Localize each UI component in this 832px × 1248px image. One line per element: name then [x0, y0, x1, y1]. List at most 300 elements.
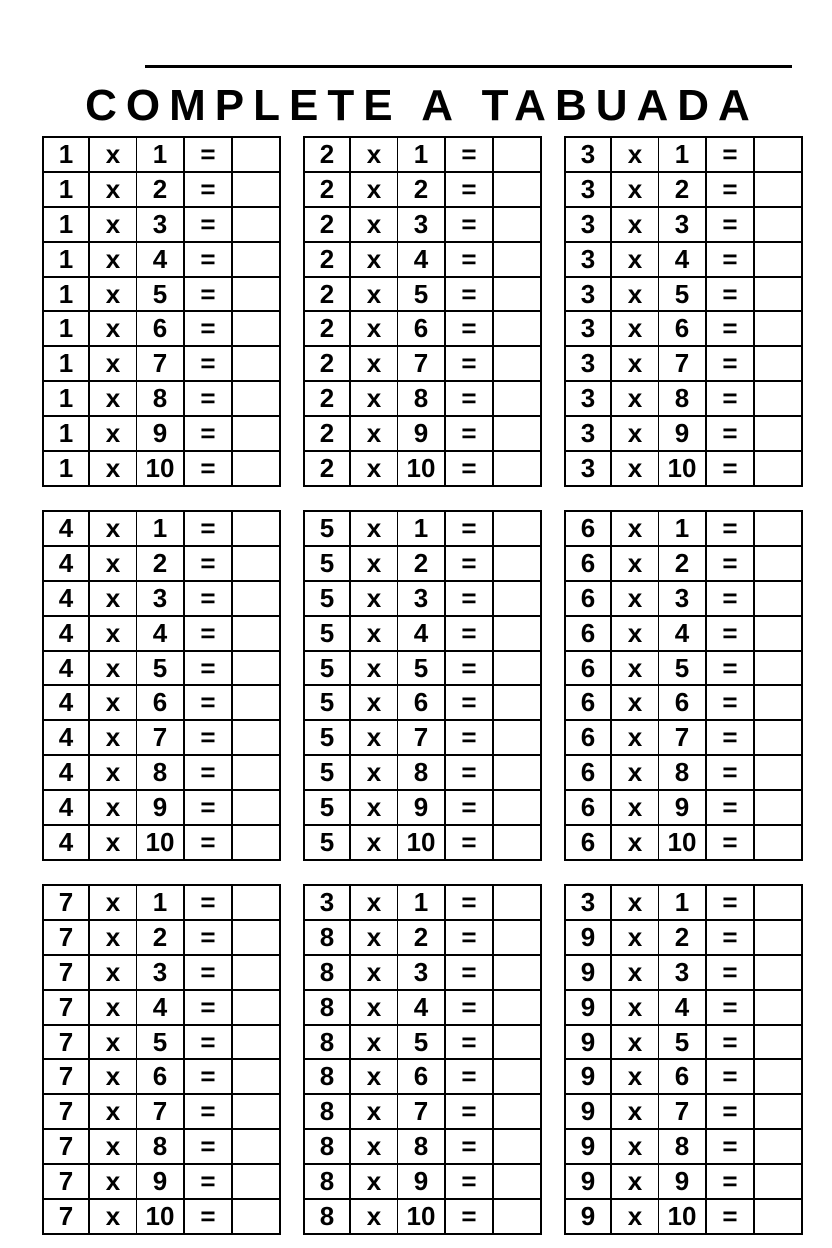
- table-row: [304, 1199, 541, 1234]
- answer-cell[interactable]: [232, 685, 280, 720]
- table-row: [565, 825, 802, 860]
- times-sign-cell: x: [89, 920, 137, 955]
- times-sign-cell: x: [350, 242, 398, 277]
- equals-sign-cell: =: [184, 581, 232, 616]
- table-block-9: [564, 884, 803, 1235]
- answer-cell[interactable]: [754, 311, 802, 346]
- table-row: [304, 137, 541, 172]
- multiplicand-cell: 7: [43, 1059, 89, 1094]
- multiplicand-cell: 5: [304, 511, 350, 546]
- times-sign-cell: x: [350, 825, 398, 860]
- table-row: [565, 616, 802, 651]
- multiplicand-cell: 2: [304, 346, 350, 381]
- answer-cell[interactable]: [232, 277, 280, 312]
- times-sign-cell: x: [89, 616, 137, 651]
- answer-cell[interactable]: [754, 955, 802, 990]
- table-row: [565, 1059, 802, 1094]
- multiplicand-cell: 7: [43, 920, 89, 955]
- answer-cell[interactable]: [754, 1059, 802, 1094]
- answer-cell[interactable]: [754, 651, 802, 686]
- answer-cell[interactable]: [232, 990, 280, 1025]
- multiplicand-cell: 4: [43, 825, 89, 860]
- equals-sign-cell: =: [445, 790, 493, 825]
- equals-sign-cell: =: [184, 381, 232, 416]
- multiplicand-cell: 2: [304, 416, 350, 451]
- equals-sign-cell: =: [706, 416, 754, 451]
- answer-cell[interactable]: [754, 277, 802, 312]
- answer-cell[interactable]: [754, 1164, 802, 1199]
- multiplicand-cell: 1: [43, 172, 89, 207]
- table-row: [43, 172, 280, 207]
- multiplier-cell: 8: [137, 1129, 185, 1164]
- table-row: [43, 885, 280, 920]
- equals-sign-cell: =: [184, 416, 232, 451]
- equals-sign-cell: =: [445, 1164, 493, 1199]
- times-sign-cell: x: [611, 1164, 659, 1199]
- equals-sign-cell: =: [445, 137, 493, 172]
- multiplier-cell: 9: [137, 790, 185, 825]
- answer-cell[interactable]: [232, 920, 280, 955]
- times-sign-cell: x: [611, 955, 659, 990]
- answer-cell[interactable]: [754, 825, 802, 860]
- multiplier-cell: 5: [398, 1025, 446, 1060]
- times-sign-cell: x: [89, 685, 137, 720]
- answer-cell[interactable]: [232, 1059, 280, 1094]
- answer-cell[interactable]: [232, 416, 280, 451]
- equals-sign-cell: =: [184, 651, 232, 686]
- equals-sign-cell: =: [445, 346, 493, 381]
- table-row: [304, 885, 541, 920]
- multiplicand-cell: 8: [304, 1199, 350, 1234]
- answer-cell[interactable]: [232, 1025, 280, 1060]
- answer-cell[interactable]: [754, 207, 802, 242]
- equals-sign-cell: =: [184, 1025, 232, 1060]
- answer-cell[interactable]: [493, 755, 541, 790]
- equals-sign-cell: =: [706, 511, 754, 546]
- name-line: [145, 65, 792, 68]
- times-sign-cell: x: [350, 651, 398, 686]
- table-row: [43, 546, 280, 581]
- equals-sign-cell: =: [445, 242, 493, 277]
- multiplicand-cell: 6: [565, 546, 611, 581]
- table-row: [304, 1025, 541, 1060]
- answer-cell[interactable]: [754, 346, 802, 381]
- answer-cell[interactable]: [754, 137, 802, 172]
- answer-cell[interactable]: [493, 990, 541, 1025]
- times-sign-cell: x: [350, 720, 398, 755]
- multiplier-cell: 5: [398, 277, 446, 312]
- multiplier-cell: 4: [137, 616, 185, 651]
- answer-cell[interactable]: [754, 511, 802, 546]
- answer-cell[interactable]: [493, 885, 541, 920]
- multiplicand-cell: 2: [304, 311, 350, 346]
- table-row: [565, 311, 802, 346]
- equals-sign-cell: =: [706, 885, 754, 920]
- answer-cell[interactable]: [754, 242, 802, 277]
- equals-sign-cell: =: [706, 207, 754, 242]
- table-row: [304, 1094, 541, 1129]
- multiplier-cell: 8: [398, 381, 446, 416]
- answer-cell[interactable]: [493, 616, 541, 651]
- times-sign-cell: x: [611, 451, 659, 486]
- times-sign-cell: x: [350, 451, 398, 486]
- equals-sign-cell: =: [184, 172, 232, 207]
- equals-sign-cell: =: [445, 955, 493, 990]
- answer-cell[interactable]: [232, 790, 280, 825]
- answer-cell[interactable]: [232, 381, 280, 416]
- multiplier-cell: 2: [398, 546, 446, 581]
- answer-cell[interactable]: [232, 1199, 280, 1234]
- answer-cell[interactable]: [232, 207, 280, 242]
- equals-sign-cell: =: [184, 885, 232, 920]
- multiplicand-cell: 4: [43, 651, 89, 686]
- equals-sign-cell: =: [706, 685, 754, 720]
- answer-cell[interactable]: [754, 790, 802, 825]
- answer-cell[interactable]: [754, 1199, 802, 1234]
- answer-cell[interactable]: [493, 720, 541, 755]
- table-row: [43, 207, 280, 242]
- times-sign-cell: x: [89, 546, 137, 581]
- equals-sign-cell: =: [184, 311, 232, 346]
- answer-cell[interactable]: [754, 1129, 802, 1164]
- equals-sign-cell: =: [445, 990, 493, 1025]
- equals-sign-cell: =: [184, 137, 232, 172]
- answer-cell[interactable]: [232, 1164, 280, 1199]
- multiplicand-cell: 1: [43, 346, 89, 381]
- table-row: [565, 955, 802, 990]
- times-sign-cell: x: [611, 172, 659, 207]
- table-row: [304, 1164, 541, 1199]
- multiplicand-cell: 6: [565, 581, 611, 616]
- multiplier-cell: 5: [659, 277, 707, 312]
- answer-cell[interactable]: [232, 581, 280, 616]
- table-row: [565, 511, 802, 546]
- multiplier-cell: 5: [398, 651, 446, 686]
- answer-cell[interactable]: [232, 346, 280, 381]
- multiplicand-cell: 9: [565, 1199, 611, 1234]
- answer-cell[interactable]: [754, 451, 802, 486]
- multiplier-cell: 4: [398, 242, 446, 277]
- table-row: [43, 511, 280, 546]
- times-sign-cell: x: [350, 616, 398, 651]
- times-sign-cell: x: [611, 207, 659, 242]
- answer-cell[interactable]: [493, 381, 541, 416]
- times-sign-cell: x: [611, 990, 659, 1025]
- equals-sign-cell: =: [184, 242, 232, 277]
- answer-cell[interactable]: [232, 511, 280, 546]
- multiplier-cell: 9: [659, 416, 707, 451]
- equals-sign-cell: =: [706, 277, 754, 312]
- times-sign-cell: x: [350, 416, 398, 451]
- multiplier-cell: 3: [659, 207, 707, 242]
- equals-sign-cell: =: [184, 546, 232, 581]
- multiplicand-cell: 4: [43, 581, 89, 616]
- multiplicand-cell: 8: [304, 1094, 350, 1129]
- multiplier-cell: 10: [398, 451, 446, 486]
- times-sign-cell: x: [611, 651, 659, 686]
- times-sign-cell: x: [350, 1129, 398, 1164]
- table-row: [304, 1129, 541, 1164]
- table-row: [304, 685, 541, 720]
- answer-cell[interactable]: [493, 137, 541, 172]
- table-block-3: [564, 136, 803, 487]
- answer-cell[interactable]: [232, 311, 280, 346]
- table-row: [304, 416, 541, 451]
- multiplier-cell: 9: [659, 1164, 707, 1199]
- times-sign-cell: x: [89, 346, 137, 381]
- times-sign-cell: x: [611, 277, 659, 312]
- answer-cell[interactable]: [493, 546, 541, 581]
- table-row: [565, 1025, 802, 1060]
- answer-cell[interactable]: [232, 451, 280, 486]
- multiplier-cell: 4: [137, 242, 185, 277]
- equals-sign-cell: =: [445, 1094, 493, 1129]
- answer-cell[interactable]: [232, 825, 280, 860]
- answer-cell[interactable]: [493, 1164, 541, 1199]
- equals-sign-cell: =: [706, 755, 754, 790]
- answer-cell[interactable]: [493, 416, 541, 451]
- answer-cell[interactable]: [232, 885, 280, 920]
- times-sign-cell: x: [89, 451, 137, 486]
- table-row: [304, 990, 541, 1025]
- answer-cell[interactable]: [493, 1059, 541, 1094]
- answer-cell[interactable]: [493, 581, 541, 616]
- answer-cell[interactable]: [232, 1094, 280, 1129]
- times-sign-cell: x: [611, 790, 659, 825]
- times-sign-cell: x: [350, 990, 398, 1025]
- answer-cell[interactable]: [754, 755, 802, 790]
- table-row: [565, 1164, 802, 1199]
- times-sign-cell: x: [611, 825, 659, 860]
- answer-cell[interactable]: [493, 651, 541, 686]
- answer-cell[interactable]: [493, 346, 541, 381]
- answer-cell[interactable]: [232, 755, 280, 790]
- table-row: [43, 720, 280, 755]
- table-row: [43, 1199, 280, 1234]
- times-sign-cell: x: [89, 207, 137, 242]
- times-sign-cell: x: [89, 1025, 137, 1060]
- table-row: [565, 207, 802, 242]
- multiplier-cell: 1: [659, 137, 707, 172]
- answer-cell[interactable]: [754, 720, 802, 755]
- table-row: [304, 720, 541, 755]
- equals-sign-cell: =: [184, 1094, 232, 1129]
- multiplier-cell: 10: [137, 1199, 185, 1234]
- answer-cell[interactable]: [232, 651, 280, 686]
- answer-cell[interactable]: [493, 451, 541, 486]
- answer-cell[interactable]: [754, 920, 802, 955]
- multiplicand-cell: 2: [304, 451, 350, 486]
- times-sign-cell: x: [89, 651, 137, 686]
- table-row: [565, 581, 802, 616]
- multiplicand-cell: 1: [43, 451, 89, 486]
- answer-cell[interactable]: [493, 511, 541, 546]
- multiplicand-cell: 3: [565, 172, 611, 207]
- answer-cell[interactable]: [754, 1094, 802, 1129]
- answer-cell[interactable]: [493, 825, 541, 860]
- table-row: [304, 581, 541, 616]
- answer-cell[interactable]: [754, 546, 802, 581]
- equals-sign-cell: =: [445, 1025, 493, 1060]
- multiplier-cell: 7: [659, 346, 707, 381]
- times-sign-cell: x: [611, 346, 659, 381]
- multiplicand-cell: 1: [43, 416, 89, 451]
- times-sign-cell: x: [89, 990, 137, 1025]
- answer-cell[interactable]: [754, 685, 802, 720]
- equals-sign-cell: =: [445, 1059, 493, 1094]
- multiplicand-cell: 9: [565, 920, 611, 955]
- answer-cell[interactable]: [232, 137, 280, 172]
- equals-sign-cell: =: [445, 511, 493, 546]
- answer-cell[interactable]: [754, 381, 802, 416]
- answer-cell[interactable]: [493, 790, 541, 825]
- multiplicand-cell: 5: [304, 581, 350, 616]
- times-sign-cell: x: [611, 920, 659, 955]
- multiplicand-cell: 3: [565, 311, 611, 346]
- times-sign-cell: x: [350, 1164, 398, 1199]
- multiplicand-cell: 1: [43, 277, 89, 312]
- multiplier-cell: 2: [137, 920, 185, 955]
- multiplicand-cell: 3: [565, 137, 611, 172]
- answer-cell[interactable]: [754, 885, 802, 920]
- multiplicand-cell: 7: [43, 1199, 89, 1234]
- multiplier-cell: 8: [137, 381, 185, 416]
- multiplier-cell: 10: [659, 1199, 707, 1234]
- table-row: [43, 990, 280, 1025]
- table-row: [43, 416, 280, 451]
- multiplier-cell: 9: [398, 1164, 446, 1199]
- table-row: [43, 755, 280, 790]
- multiplier-cell: 9: [659, 790, 707, 825]
- answer-cell[interactable]: [232, 955, 280, 990]
- times-sign-cell: x: [611, 581, 659, 616]
- multiplier-cell: 5: [137, 651, 185, 686]
- equals-sign-cell: =: [706, 955, 754, 990]
- multiplicand-cell: 6: [565, 616, 611, 651]
- table-row: [304, 277, 541, 312]
- answer-cell[interactable]: [754, 416, 802, 451]
- equals-sign-cell: =: [184, 616, 232, 651]
- times-sign-cell: x: [611, 685, 659, 720]
- multiplier-cell: 7: [137, 720, 185, 755]
- table-row: [304, 546, 541, 581]
- multiplicand-cell: 1: [43, 381, 89, 416]
- multiplier-cell: 10: [137, 451, 185, 486]
- multiplicand-cell: 6: [565, 651, 611, 686]
- equals-sign-cell: =: [184, 825, 232, 860]
- equals-sign-cell: =: [706, 311, 754, 346]
- answer-cell[interactable]: [232, 616, 280, 651]
- multiplier-cell: 8: [398, 1129, 446, 1164]
- equals-sign-cell: =: [706, 1129, 754, 1164]
- multiplicand-cell: 5: [304, 755, 350, 790]
- table-row: [565, 242, 802, 277]
- answer-cell[interactable]: [232, 720, 280, 755]
- multiplicand-cell: 6: [565, 755, 611, 790]
- equals-sign-cell: =: [445, 1199, 493, 1234]
- answer-cell[interactable]: [493, 242, 541, 277]
- answer-cell[interactable]: [754, 990, 802, 1025]
- answer-cell[interactable]: [493, 685, 541, 720]
- table-row: [565, 346, 802, 381]
- answer-cell[interactable]: [232, 172, 280, 207]
- multiplicand-cell: 8: [304, 1059, 350, 1094]
- times-sign-cell: x: [89, 885, 137, 920]
- multiplicand-cell: 4: [43, 546, 89, 581]
- block-row-3: [42, 884, 794, 1236]
- answer-cell[interactable]: [493, 1025, 541, 1060]
- multiplicand-cell: 3: [565, 416, 611, 451]
- multiplier-cell: 4: [398, 990, 446, 1025]
- answer-cell[interactable]: [493, 207, 541, 242]
- multiplicand-cell: 9: [565, 1059, 611, 1094]
- table-row: [565, 885, 802, 920]
- answer-cell[interactable]: [493, 277, 541, 312]
- answer-cell[interactable]: [232, 546, 280, 581]
- times-sign-cell: x: [89, 790, 137, 825]
- answer-cell[interactable]: [754, 581, 802, 616]
- multiplier-cell: 7: [137, 1094, 185, 1129]
- times-sign-cell: x: [89, 1164, 137, 1199]
- table-row: [43, 137, 280, 172]
- times-sign-cell: x: [89, 581, 137, 616]
- answer-cell[interactable]: [754, 172, 802, 207]
- times-sign-cell: x: [350, 1094, 398, 1129]
- answer-cell[interactable]: [232, 1129, 280, 1164]
- table-row: [304, 511, 541, 546]
- multiplicand-cell: 1: [43, 242, 89, 277]
- equals-sign-cell: =: [184, 955, 232, 990]
- multiplicand-cell: 2: [304, 207, 350, 242]
- block-row-1: [42, 136, 794, 488]
- answer-cell[interactable]: [493, 955, 541, 990]
- answer-cell[interactable]: [493, 172, 541, 207]
- answer-cell[interactable]: [754, 1025, 802, 1060]
- multiplier-cell: 9: [137, 1164, 185, 1199]
- equals-sign-cell: =: [184, 685, 232, 720]
- equals-sign-cell: =: [184, 720, 232, 755]
- multiplier-cell: 6: [398, 685, 446, 720]
- answer-cell[interactable]: [754, 616, 802, 651]
- equals-sign-cell: =: [706, 920, 754, 955]
- table-block-4: [42, 510, 281, 861]
- table-row: [565, 451, 802, 486]
- equals-sign-cell: =: [445, 616, 493, 651]
- multiplier-cell: 3: [398, 207, 446, 242]
- multiplier-cell: 1: [398, 885, 446, 920]
- times-sign-cell: x: [350, 955, 398, 990]
- answer-cell[interactable]: [493, 1129, 541, 1164]
- multiplicand-cell: 5: [304, 720, 350, 755]
- equals-sign-cell: =: [184, 1129, 232, 1164]
- equals-sign-cell: =: [706, 1199, 754, 1234]
- equals-sign-cell: =: [706, 825, 754, 860]
- multiplier-cell: 2: [398, 920, 446, 955]
- table-row: [43, 346, 280, 381]
- multiplier-cell: 4: [398, 616, 446, 651]
- answer-cell[interactable]: [493, 311, 541, 346]
- answer-cell[interactable]: [493, 1199, 541, 1234]
- multiplier-cell: 7: [137, 346, 185, 381]
- answer-cell[interactable]: [493, 920, 541, 955]
- times-sign-cell: x: [89, 1199, 137, 1234]
- times-sign-cell: x: [611, 1094, 659, 1129]
- equals-sign-cell: =: [706, 990, 754, 1025]
- answer-cell[interactable]: [493, 1094, 541, 1129]
- answer-cell[interactable]: [232, 242, 280, 277]
- multiplier-cell: 9: [137, 416, 185, 451]
- table-row: [304, 651, 541, 686]
